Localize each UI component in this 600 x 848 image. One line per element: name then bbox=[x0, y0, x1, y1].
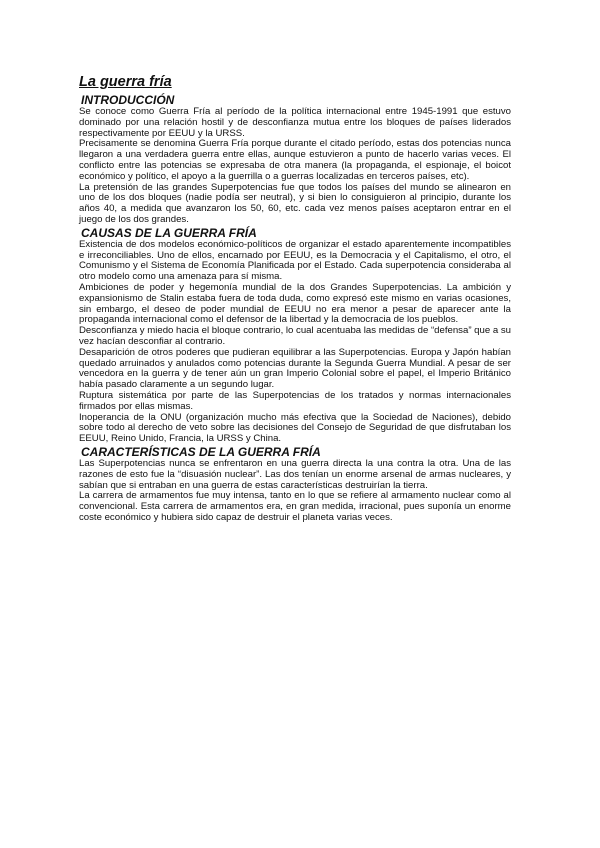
section-heading: INTRODUCCIÓN bbox=[81, 93, 175, 107]
paragraph: Desconfianza y miedo hacia el bloque contrario, lo cual acentuaba las medidas de “defensa” que a su vez hacían desconfiar al contrario. bbox=[79, 325, 511, 347]
document-title: La guerra fría bbox=[79, 74, 172, 90]
document-body bbox=[79, 74, 511, 524]
paragraph: Ambiciones de poder y hegemonía mundial de la dos Grandes Superpotencias. La ambición y expansionismo de Stalin estaba fuera de toda duda, como expresó este mismo en varias ocasiones, sin embargo, el deseo de poder mundial de EEUU no era menor a pesar de aparecer ante la propaganda internacional como el defensor de la libertad y la democracia de los pueblos. bbox=[79, 281, 511, 326]
paragraph: Ruptura sistemática por parte de las Superpotencias de los tratados y normas internacionales firmados por ellas mismas. bbox=[79, 389, 511, 412]
section-heading: CARACTERÍSTICAS DE LA GUERRA FRÍA bbox=[81, 444, 321, 459]
paragraph: La pretensión de las grandes Superpotencias fue que todos los países del mundo se alinearon en uno de los dos bloques (nadie podía ser neutral), y si bien lo consiguieron al principio, durante los años 40, a medida que avanzaron los 50, 60, etc. cada vez menos países aceptaron entrar en el juego de los dos grandes. bbox=[79, 181, 511, 225]
paragraph: Las Superpotencias nunca se enfrentaron en una guerra directa la una contra la otra. Una de las razones de esto fue la “disuasión nuclear”. Las dos tenían un enorme arsenal de armas nucleares, y sabían que si entraban en una guerra de estas características destruirían la tierra. bbox=[79, 457, 511, 491]
section-introduccion bbox=[79, 93, 511, 226]
section-causas bbox=[79, 226, 511, 445]
paragraph: Desaparición de otros poderes que pudieran equilibrar a las Superpotencias. Europa y Japón habían quedado arruinados y anulados como potencias durante la Segunda Guerra Mundial. A pesar de ser vencedora en la guerra y de tener aún un gran Imperio Colonial sobre el papel, el Imperio Británico había pasado claramente a un segundo lugar. bbox=[79, 346, 511, 391]
paragraph: La carrera de armamentos fue muy intensa, tanto en lo que se refiere al armamento nuclear como al convencional. Esta carrera de armamentos era, en gran medida, irracional, pues suponía un enorme coste económico y hubiera sido capaz de destruir el planeta varias veces. bbox=[79, 490, 511, 523]
paragraph: Precisamente se denomina Guerra Fría porque durante el citado período, estas dos potencias nunca llegaron a una verdadera guerra entre ellas, aunque estuvieron a punto de hacerlo varias veces. El conflicto entre las potencias se expresaba de otra manera (la propaganda, el espionaje, el boicot económico y político, el apoyo a la guerrilla o a guerras localizadas en terceros países, etc). bbox=[79, 138, 511, 182]
section-heading: CAUSAS DE LA GUERRA FRÍA bbox=[81, 225, 257, 240]
section-caracteristicas bbox=[79, 445, 511, 524]
paragraph: Inoperancia de la ONU (organización mucho más efectiva que la Sociedad de Naciones), debido sobre todo al derecho de veto sobre las decisiones del Consejo de Seguridad de que disfrutaban los EEUU, Reino Unido, Francia, la URSS y China. bbox=[79, 411, 511, 445]
paragraph: Se conoce como Guerra Fría al período de la política internacional entre 1945-1991 que estuvo dominado por una relación hostil y de desconfianza mutua entre los bloques de países liderados respectivamente por EEUU y la URSS. bbox=[79, 106, 511, 139]
paragraph: Existencia de dos modelos económico-políticos de organizar el estado aparentemente incompatibles e irreconciliables. Uno de ellos, encarnado por EEUU, es la Democracia y el Capitalismo, el otro, el Comunismo y el Sistema de Economía Planificada por el Estado. Cada superpotencia consideraba al otro modelo como una amenaza para sí misma. bbox=[79, 238, 511, 283]
